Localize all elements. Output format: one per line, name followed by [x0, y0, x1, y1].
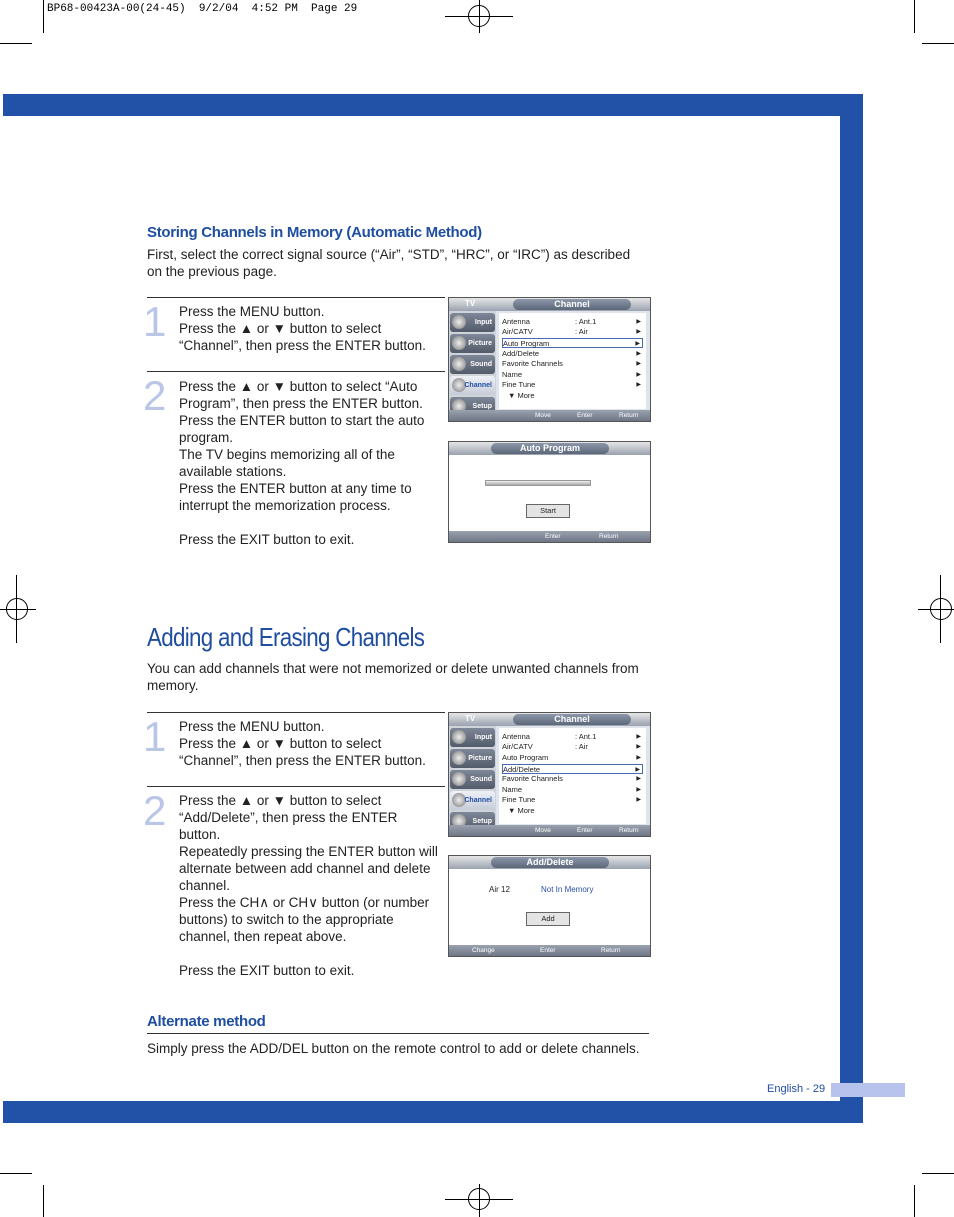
crop-mark — [940, 575, 941, 643]
sidebar-item-picture: Picture — [450, 334, 495, 353]
auto-program-screen — [448, 441, 651, 543]
change-hint: Change — [472, 947, 495, 954]
sidebar-item-picture: Picture — [450, 749, 495, 768]
section1-intro: First, select the correct signal source (“Air”, “STD”, “HRC”, or “IRC”) as described on the previous page. — [147, 247, 631, 279]
move-hint: Move — [535, 827, 551, 834]
channel-menu-screen — [448, 297, 651, 422]
return-hint: Return — [601, 947, 621, 954]
menu-row: Air/CATV : Air ▶ — [502, 742, 641, 751]
osd-bottombar — [449, 410, 650, 421]
picture-icon — [452, 751, 466, 765]
section1-heading: Storing Channels in Memory (Automatic Method) — [147, 224, 482, 241]
input-icon — [452, 730, 466, 744]
more-label: ▼ More — [508, 806, 535, 815]
osd-sidebar — [449, 311, 496, 410]
step-text: Press the MENU button. Press the ▲ or ▼ button to select “Channel”, then press the ENTER button. — [179, 304, 426, 353]
crop-mark — [0, 43, 32, 44]
bottom-band — [3, 1101, 863, 1123]
add-button: Add — [526, 912, 570, 926]
arrow-right-icon: ▶ — [636, 755, 641, 761]
menu-row: Favorite Channels ▶ — [502, 359, 641, 368]
arrow-right-icon: ▶ — [635, 341, 640, 347]
crop-mark — [479, 0, 480, 33]
enter-hint: Enter — [540, 947, 556, 954]
arrow-right-icon: ▶ — [636, 319, 641, 325]
menu-row: Antenna : Ant.1 ▶ — [502, 732, 641, 741]
page-title: Adding and Erasing Channels — [147, 622, 425, 652]
crop-mark — [914, 0, 915, 33]
crop-mark — [479, 1184, 480, 1217]
return-hint: Return — [599, 533, 619, 540]
osd-bottombar — [449, 531, 650, 542]
step-text: Press the MENU button. Press the ▲ or ▼ button to select “Channel”, then press the ENTER button. — [179, 719, 426, 768]
menu-row: Fine Tune ▶ — [502, 795, 641, 804]
crop-mark — [0, 1173, 32, 1174]
arrow-right-icon: ▶ — [636, 797, 641, 803]
crop-mark — [43, 0, 44, 33]
return-hint: Return — [619, 412, 639, 419]
arrow-right-icon: ▶ — [636, 372, 641, 378]
divider — [147, 297, 445, 298]
crop-mark — [914, 1185, 915, 1217]
section2-intro: You can add channels that were not memorized or delete unwanted channels from memory. — [147, 661, 639, 693]
sound-icon — [452, 357, 466, 371]
osd-title: Channel — [513, 299, 631, 310]
step-text: Press the ▲ or ▼ button to select “Auto Program”, then press the ENTER button. Press the ENTER button to start the auto program. The TV begins memorizing all of the available stations. Press the ENTER button at any time to interrupt the memorization process. Press the EXIT button to exit. — [179, 379, 425, 547]
osd-menu-panel — [499, 728, 646, 824]
sidebar-item-sound: Sound — [450, 770, 495, 789]
arrow-right-icon: ▶ — [636, 382, 641, 388]
menu-row: Antenna : Ant.1 ▶ — [502, 317, 641, 326]
sidebar-item-setup: Setup — [450, 812, 495, 831]
menu-row-selected: Auto Program ▶ — [502, 338, 643, 348]
crop-mark — [0, 609, 36, 610]
arrow-right-icon: ▶ — [636, 351, 641, 357]
osd-sidebar — [449, 726, 496, 825]
menu-row: Name ▶ — [502, 370, 641, 379]
step-number: 2 — [143, 787, 167, 834]
step-text: Press the ▲ or ▼ button to select “Add/Delete”, then press the ENTER button. Repeatedly pressing the ENTER button will alternate between add channel and delete channel. Press the CH∧ or CH∨ button (or number buttons) to switch to the appropriate channel, then repeat above. Press the EXIT button to exit. — [179, 793, 438, 978]
divider — [147, 1033, 649, 1034]
progress-bar — [485, 480, 591, 486]
enter-hint: Enter — [577, 412, 593, 419]
sidebar-item-input: Input — [450, 313, 495, 332]
osd-title: Auto Program — [491, 443, 609, 454]
arrow-right-icon: ▶ — [635, 767, 640, 773]
arrow-right-icon: ▶ — [636, 744, 641, 750]
divider — [147, 712, 445, 713]
osd-bottombar — [449, 825, 650, 836]
arrow-right-icon: ▶ — [636, 776, 641, 782]
enter-hint: Enter — [577, 827, 593, 834]
return-hint: Return — [619, 827, 639, 834]
tv-label: TV — [465, 714, 476, 723]
menu-row: Air/CATV : Air ▶ — [502, 327, 641, 336]
menu-row: Favorite Channels ▶ — [502, 774, 641, 783]
crop-mark — [16, 575, 17, 643]
menu-row: Add/Delete ▶ — [502, 349, 641, 358]
crop-mark — [922, 43, 954, 44]
sidebar-item-sound: Sound — [450, 355, 495, 374]
memory-status: Not In Memory — [541, 885, 594, 894]
crop-mark — [918, 609, 954, 610]
add-delete-screen — [448, 855, 651, 957]
divider — [147, 786, 445, 787]
sidebar-item-channel: Channel — [450, 791, 495, 810]
sidebar-item-input: Input — [450, 728, 495, 747]
enter-hint: Enter — [545, 533, 561, 540]
right-band — [840, 94, 863, 1123]
channel-label: Air 12 — [489, 885, 510, 894]
osd-bottombar — [449, 945, 650, 956]
picture-icon — [452, 336, 466, 350]
footer-tab — [831, 1083, 905, 1097]
sidebar-item-setup: Setup — [450, 397, 495, 416]
step-number: 1 — [143, 713, 167, 760]
start-button: Start — [526, 504, 570, 518]
divider — [147, 371, 445, 372]
menu-row-selected: Add/Delete ▶ — [502, 764, 643, 774]
more-label: ▼ More — [508, 391, 535, 400]
osd-title: Add/Delete — [491, 857, 609, 868]
menu-row: Name ▶ — [502, 785, 641, 794]
crop-mark — [922, 1173, 954, 1174]
move-hint: Move — [535, 412, 551, 419]
arrow-right-icon: ▶ — [636, 734, 641, 740]
crop-mark — [43, 1185, 44, 1217]
sound-icon — [452, 772, 466, 786]
channel-menu-screen — [448, 712, 651, 837]
arrow-right-icon: ▶ — [636, 361, 641, 367]
tv-label: TV — [465, 299, 476, 308]
sidebar-item-channel: Channel — [450, 376, 495, 395]
print-header: BP68-00423A-00(24-45) 9/2/04 4:52 PM Page 29 — [47, 3, 358, 15]
top-band — [3, 94, 863, 116]
input-icon — [452, 315, 466, 329]
alternate-heading: Alternate method — [147, 1013, 266, 1030]
osd-title: Channel — [513, 714, 631, 725]
menu-row: Fine Tune ▶ — [502, 380, 641, 389]
alternate-text: Simply press the ADD/DEL button on the remote control to add or delete channels. — [147, 1041, 640, 1056]
step-number: 1 — [143, 298, 167, 345]
page-number: English - 29 — [767, 1083, 826, 1095]
step-number: 2 — [143, 372, 167, 419]
arrow-right-icon: ▶ — [636, 329, 641, 335]
arrow-right-icon: ▶ — [636, 787, 641, 793]
osd-menu-panel — [499, 313, 646, 409]
menu-row: Auto Program ▶ — [502, 753, 641, 762]
